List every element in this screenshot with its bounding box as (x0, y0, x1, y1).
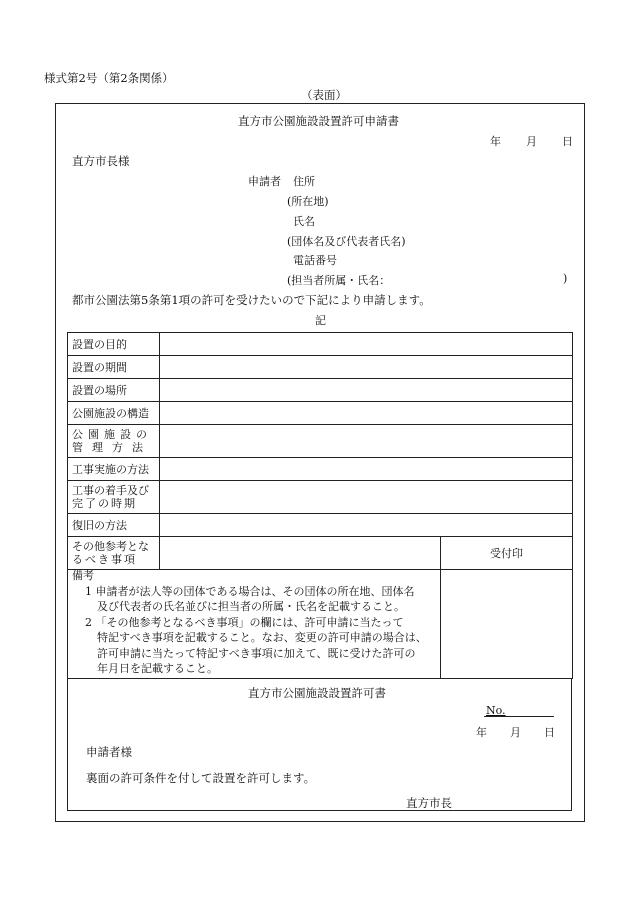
application-title: 直方市公園施設設置許可申請書 (238, 114, 399, 128)
notes (67, 568, 440, 677)
receipt-stamp-header: 受付印 (441, 537, 573, 570)
field-phone: 電話番号 (293, 254, 337, 267)
form-side-label: （表面） (301, 88, 347, 102)
table-row (68, 481, 573, 514)
item-value-period[interactable] (160, 356, 573, 379)
applicant-label: 申請者 (248, 175, 281, 188)
permit-statement: 裏面の許可条件を付して設置を許可します。 (86, 771, 316, 785)
item-label (68, 481, 160, 514)
item-label (68, 425, 160, 458)
item-value-schedule[interactable] (160, 481, 573, 514)
item-label-line2: 完了の時期 (72, 497, 137, 510)
note-line: 許可申請に当たって特記すべき事項に加えて、既に受けた許可の (97, 646, 416, 660)
note-line: 年月日を記載すること。 (97, 662, 218, 675)
note-line: 特記すべき事項を記載すること。なお、変更の許可申請の場合は、 (97, 631, 427, 644)
item-value-place[interactable] (160, 379, 573, 402)
permit-signer: 直方市長 (406, 796, 452, 810)
table-row (68, 379, 573, 402)
permit-number-line[interactable] (484, 716, 554, 717)
field-contact-close: ) (563, 272, 568, 285)
item-label-line1: 工事の着手及び (72, 484, 149, 497)
item-label-line1: 公園施設の (72, 428, 152, 441)
item-label-line2: 管理方法 (72, 441, 152, 454)
item-label-line1: その他参考とな (72, 540, 149, 553)
permit-addressee: 申請者様 (86, 745, 132, 759)
note-line: 2 「その他参考となるべき事項」の欄には、許可申請に当たって (85, 615, 404, 629)
item-label: 復旧の方法 (68, 514, 160, 537)
field-address: 住所 (293, 175, 315, 188)
permit-date-day: 日 (544, 726, 555, 739)
permit-title: 直方市公園施設設置許可書 (248, 686, 386, 700)
form-number: 様式第2号（第2条関係） (44, 71, 174, 85)
table-row (68, 537, 573, 570)
item-value-structure[interactable] (160, 402, 573, 425)
permit-number-label: No. (486, 704, 506, 717)
table-row (68, 402, 573, 425)
ki-label: 記 (315, 314, 326, 327)
item-label: 設置の目的 (68, 333, 160, 356)
item-label: 設置の期間 (68, 356, 160, 379)
table-row (68, 514, 573, 537)
table-row (68, 356, 573, 379)
application-date-month: 月 (526, 135, 537, 148)
item-value-restoration[interactable] (160, 514, 573, 537)
table-row (68, 425, 573, 458)
item-value-other[interactable] (160, 537, 441, 570)
item-label (68, 537, 160, 570)
item-value-purpose[interactable] (160, 333, 573, 356)
note-line: 及び代表者の氏名並びに担当者の所属・氏名を記載すること。 (97, 600, 405, 613)
field-org-name: (団体名及び代表者氏名) (287, 235, 406, 248)
receipt-stamp-area[interactable] (441, 570, 573, 679)
field-location: (所在地) (287, 195, 329, 208)
table-row (68, 333, 573, 356)
item-value-management[interactable] (160, 425, 573, 458)
application-addressee: 直方市長様 (72, 154, 130, 168)
permit-date-year: 年 (476, 726, 487, 739)
item-label: 設置の場所 (68, 379, 160, 402)
notes-heading: 備考 (72, 569, 94, 582)
application-date-year: 年 (490, 135, 501, 148)
table-row (68, 458, 573, 481)
permit-date-month: 月 (510, 726, 521, 739)
application-date-day: 日 (562, 135, 573, 148)
item-label: 公園施設の構造 (68, 402, 160, 425)
item-label: 工事実施の方法 (68, 458, 160, 481)
note-line: 1 申請者が法人等の団体である場合は、その団体の所在地、団体名 (85, 584, 415, 598)
application-statement: 都市公園法第5条第1項の許可を受けたいので下記により申請します。 (72, 293, 431, 307)
item-label-line2: るべき事項 (72, 553, 137, 566)
item-value-construction[interactable] (160, 458, 573, 481)
field-contact: (担当者所属・氏名： (287, 274, 391, 287)
field-name: 氏名 (293, 215, 315, 228)
